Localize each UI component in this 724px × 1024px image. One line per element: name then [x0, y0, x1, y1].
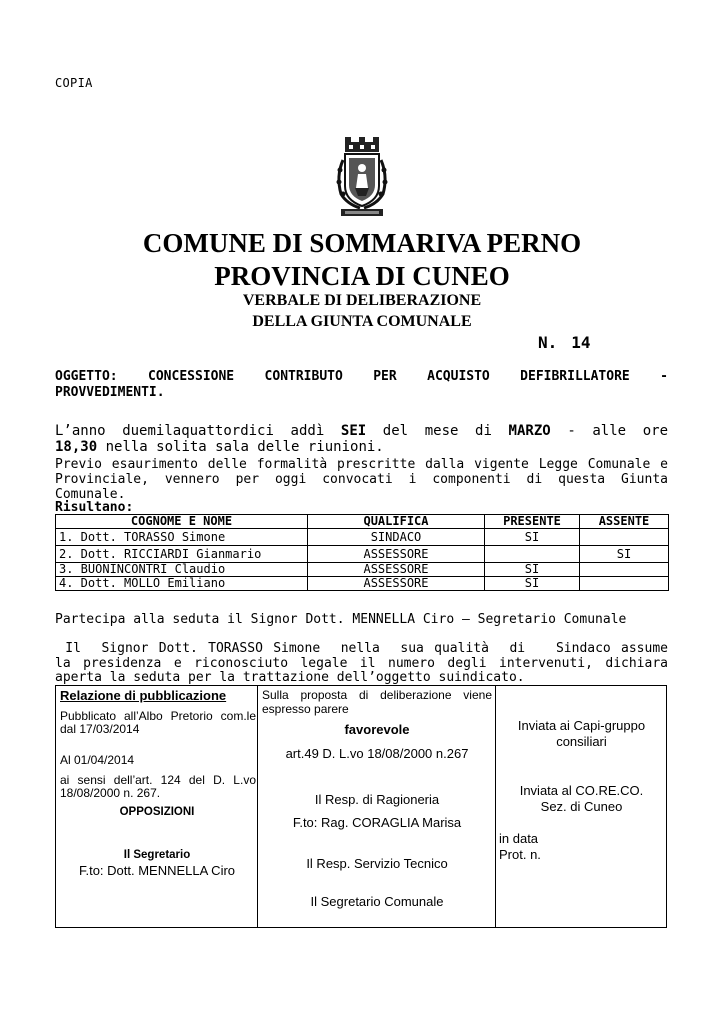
municipal-secretary-label: Il Segretario Comunale	[310, 894, 444, 909]
date-text-b: del mese di	[366, 423, 509, 439]
time-text: nella solita sala delle riunioni.	[97, 439, 384, 455]
subject-line-1: OGGETTO: CONCESSIONE CONTRIBUTO PER ACQUISTO DEFIBRILLATORE -	[55, 369, 668, 384]
coreco-line-2: Sez. di Cuneo	[540, 799, 623, 814]
time-statement	[55, 440, 668, 455]
member-name: 4. Dott. MOLLO Emiliano	[56, 577, 308, 591]
province-title: PROVINCIA DI CUNEO	[214, 261, 510, 291]
member-name: 1. Dott. TORASSO Simone	[56, 529, 308, 546]
table-header-row	[56, 515, 669, 529]
secretary-participation: Partecipa alla seduta il Signor Dott. MENNELLA Ciro – Segretario Comunale	[55, 612, 627, 627]
member-present	[485, 546, 580, 563]
member-role: ASSESSORE	[308, 563, 485, 577]
opinion-outcome: favorevole	[344, 722, 410, 737]
member-present: SI	[485, 529, 580, 546]
table-row	[56, 529, 669, 546]
day-value: SEI	[340, 423, 367, 439]
presidency-line-1: Il Signor Dott. TORASSO Simone nella sua qualità di Sindaco assume	[55, 641, 668, 656]
member-present: SI	[485, 577, 580, 591]
opinion-intro: Sulla proposta di deliberazione viene espresso parere	[262, 688, 492, 716]
member-role: ASSESSORE	[308, 577, 485, 591]
date-statement	[55, 424, 668, 439]
member-name: 3. BUONINCONTRI Claudio	[56, 563, 308, 577]
protocol-number: Prot. n.	[499, 847, 541, 862]
document-type-title: VERBALE DI DELIBERAZIONE	[242, 292, 482, 309]
member-name: 2. Dott. RICCIARDI Gianmario	[56, 546, 308, 563]
date-text-c: - alle ore	[550, 423, 669, 439]
month-value: MARZO	[508, 423, 551, 439]
document-body-title: DELLA GIUNTA COMUNALE	[252, 313, 472, 330]
table-row	[56, 546, 669, 563]
header-assente: ASSENTE	[580, 515, 669, 529]
member-absent	[580, 577, 669, 591]
municipal-crest-icon	[333, 136, 391, 218]
attendance-heading: Risultano:	[55, 500, 134, 515]
dispatch-column	[496, 686, 666, 927]
legal-reference: ai sensi dell’art. 124 del D. L.vo 18/08/2000 n. 267.	[60, 773, 256, 800]
presidency-line-3: aperta la seduta per la trattazione dell’oggetto suindicato.	[55, 670, 525, 685]
accounting-manager-signature: F.to: Rag. CORAGLIA Marisa	[292, 815, 462, 830]
deliberation-number	[538, 333, 591, 352]
group-leaders-notice	[496, 718, 667, 750]
member-present: SI	[485, 563, 580, 577]
member-role: ASSESSORE	[308, 546, 485, 563]
member-absent	[580, 529, 669, 546]
opinion-legal-reference: art.49 D. L.vo 18/08/2000 n.267	[285, 746, 469, 761]
publication-report-column	[56, 686, 258, 927]
published-from: Pubblicato all’Albo Pretorio com.le dal 17/03/2014	[60, 709, 256, 736]
municipality-title: COMUNE DI SOMMARIVA PERNO	[142, 228, 582, 258]
member-absent: SI	[580, 546, 669, 563]
date-text-a: L’anno duemilaquattordici addì	[55, 423, 341, 439]
group-leaders-line-2: consiliari	[556, 734, 607, 749]
header-name: COGNOME E NOME	[56, 515, 308, 529]
publication-report-title: Relazione di pubblicazione	[60, 688, 227, 703]
publication-box	[55, 685, 667, 928]
technical-manager-label: Il Resp. Servizio Tecnico	[306, 856, 448, 871]
published-until: Al 01/04/2014	[60, 753, 135, 767]
presidency-line-2: la presidenza e riconosciuto legale il numero degli intervenuti, dichiara	[55, 656, 668, 671]
time-value: 18,30	[55, 439, 98, 455]
table-row	[56, 577, 669, 591]
member-absent	[580, 563, 669, 577]
copy-label: COPIA	[55, 76, 93, 90]
group-leaders-line-1: Inviata ai Capi-gruppo	[517, 718, 646, 733]
oppositions-label: OPPOSIZIONI	[119, 806, 195, 818]
number-label: N.	[538, 333, 558, 352]
number-value: 14	[571, 333, 591, 352]
subject-line-2: PROVVEDIMENTI.	[55, 385, 165, 400]
header-presente: PRESENTE	[485, 515, 580, 529]
secretary-signature: F.to: Dott. MENNELLA Ciro	[78, 863, 236, 878]
member-role: SINDACO	[308, 529, 485, 546]
coreco-line-1: Inviata al CO.RE.CO.	[519, 783, 644, 798]
accounting-manager-label: Il Resp. di Ragioneria	[314, 792, 440, 807]
attendance-table	[55, 514, 669, 591]
opinion-column	[258, 686, 496, 927]
coreco-notice	[496, 783, 667, 815]
convocation-paragraph: Previo esaurimento delle formalità prescritte dalla vigente Legge Comunale e Provinciale, vennero per oggi convocati i componenti di questa Giunta Comunale.	[55, 457, 668, 502]
dispatch-date: in data	[499, 831, 539, 846]
table-row	[56, 563, 669, 577]
header-qualifica: QUALIFICA	[308, 515, 485, 529]
secretary-label: Il Segretario	[123, 849, 191, 861]
